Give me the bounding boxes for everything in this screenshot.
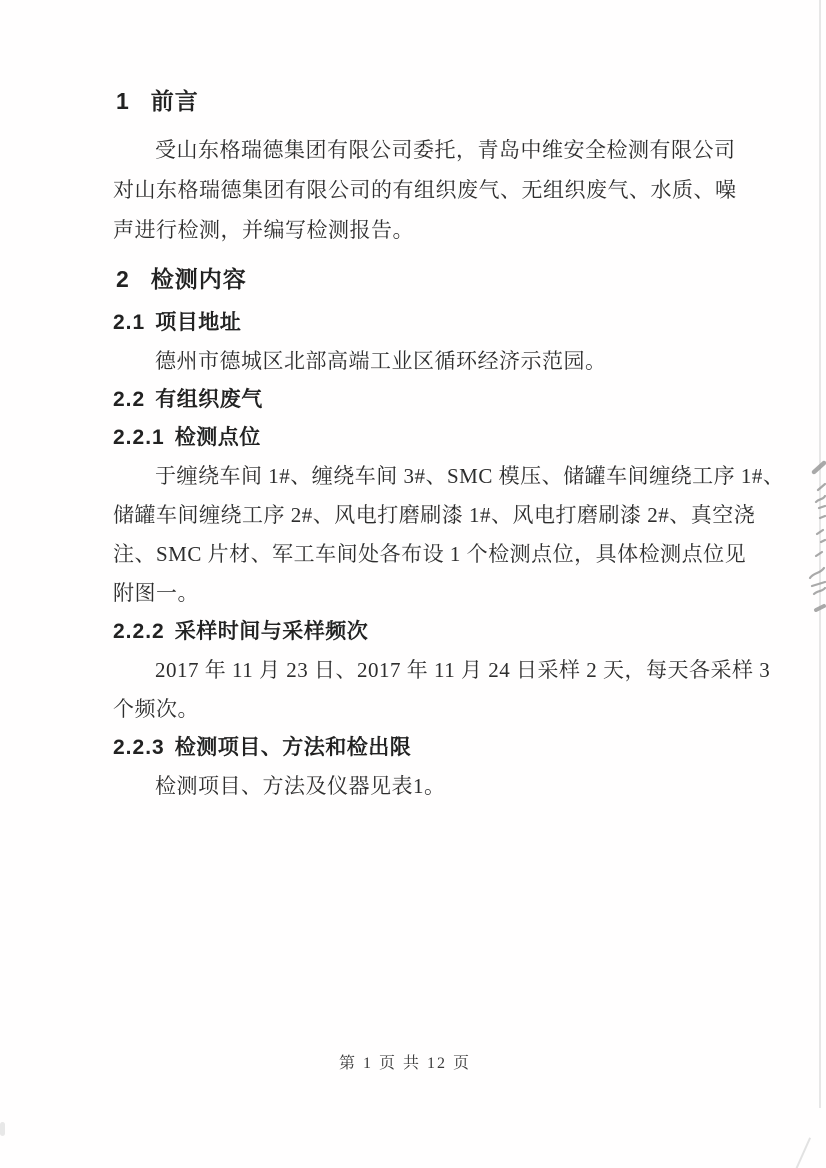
scan-smudge [0, 1122, 5, 1136]
heading-title: 检测内容 [150, 266, 247, 292]
body-line: 对山东格瑞德集团有限公司的有组织废气、无组织废气、水质、噪 [113, 178, 737, 202]
body-line: 声进行检测，并编写检测报告。 [113, 218, 414, 242]
heading-title: 采样时间与采样频次 [174, 620, 369, 643]
body-line: 受山东格瑞德集团有限公司委托，青岛中维安全检测有限公司 [155, 138, 736, 162]
heading-title: 前言 [150, 88, 199, 114]
body-line: 注、SMC 片材、军工车间处各布设 1 个检测点位，具体检测点位见 [113, 542, 747, 566]
scan-corner-crease [793, 1137, 811, 1168]
heading-2-test-content [116, 262, 711, 296]
page-number-text: 第 1 页 共 12 页 [338, 1055, 471, 1072]
paragraph-test-items [113, 767, 711, 806]
paragraph-foreword [113, 130, 737, 250]
heading-number: 2.1 [113, 311, 146, 334]
heading-number: 2.2 [113, 388, 146, 411]
heading-title: 有组织废气 [155, 388, 263, 411]
heading-number: 2 [116, 266, 130, 292]
body-line: 附图一。 [113, 581, 199, 605]
body-line: 德州市德城区北部高端工业区循环经济示范园。 [155, 349, 607, 373]
heading-title: 项目地址 [155, 311, 242, 334]
heading-title: 检测点位 [174, 426, 261, 449]
heading-2-2-3-test-items [113, 729, 711, 767]
heading-2-1-project-address [113, 304, 711, 342]
heading-number: 2.2.2 [113, 620, 165, 643]
heading-2-2-2-sampling-time [113, 613, 711, 651]
heading-title: 检测项目、方法和检出限 [174, 736, 412, 759]
paragraph-test-points [113, 457, 785, 613]
body-line: 储罐车间缠绕工序 2#、风电打磨刷漆 1#、风电打磨刷漆 2#、真空浇 [113, 503, 756, 527]
body-line: 2017 年 11 月 23 日、2017 年 11 月 24 日采样 2 天，每天各采样 3 [155, 658, 771, 682]
heading-number: 1 [116, 88, 130, 114]
handwriting-mark [796, 460, 826, 620]
heading-2-2-organized-exhaust [113, 381, 711, 419]
paragraph-sampling-time [113, 651, 771, 729]
body-line: 检测项目、方法及仪器见表1。 [155, 774, 446, 798]
heading-number: 2.2.3 [113, 736, 165, 759]
heading-1-foreword [116, 84, 711, 118]
heading-number: 2.2.1 [113, 426, 165, 449]
document-content [113, 84, 785, 806]
body-line: 个频次。 [113, 697, 199, 721]
heading-2-2-1-test-points [113, 419, 711, 457]
body-line: 于缠绕车间 1#、缠绕车间 3#、SMC 模压、储罐车间缠绕工序 1#、 [155, 464, 785, 488]
paragraph-project-address [113, 342, 711, 381]
page-footer [0, 1050, 810, 1073]
